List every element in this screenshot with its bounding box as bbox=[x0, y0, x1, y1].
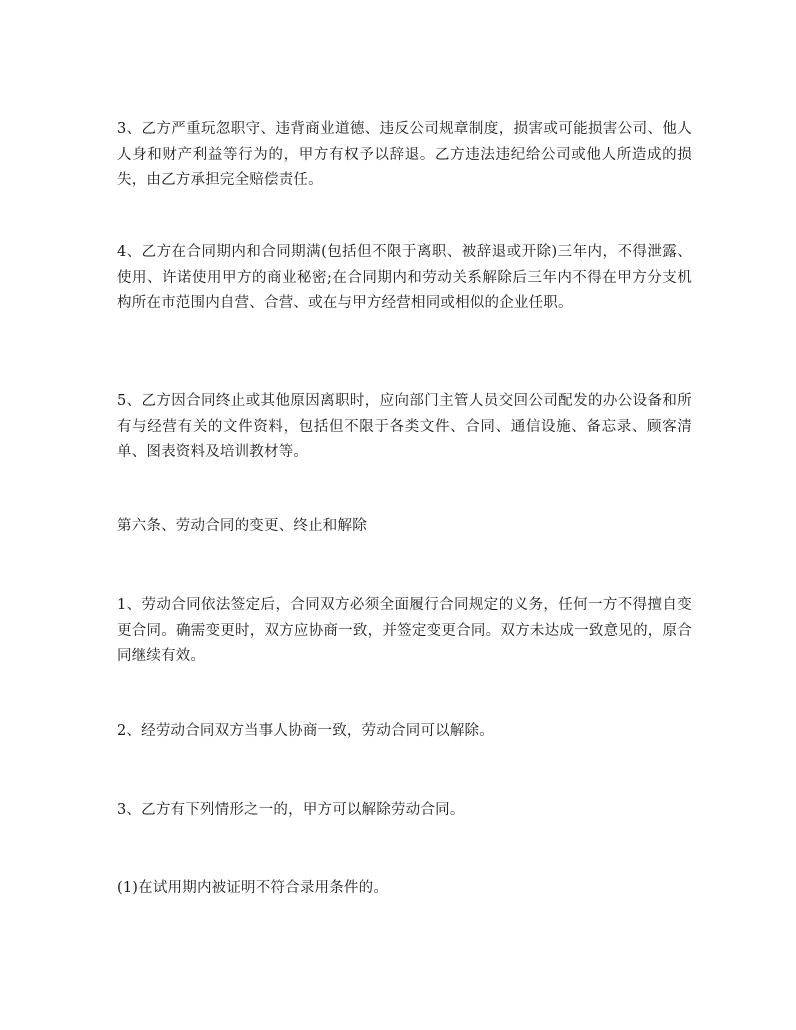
clause-paragraph: 5、乙方因合同终止或其他原因离职时，应向部门主管人员交回公司配发的办公设备和所有与经营有关的文件资料，包括但不限于各类文件、合同、通信设施、备忘录、顾客清单、图表资料及培训教材等。 bbox=[117, 393, 692, 460]
clause-paragraph: 1、劳动合同依法签定后，合同双方必须全面履行合同规定的义务，任何一方不得擅自变更合同。确需变更时，双方应协商一致，并签定变更合同。双方未达成一致意见的，原合同继续有效。 bbox=[117, 597, 692, 664]
clause-item: (1)在试用期内被证明不符合录用条件的。 bbox=[117, 880, 389, 896]
section-heading: 第六条、劳动合同的变更、终止和解除 bbox=[117, 518, 367, 534]
clause-paragraph: 3、乙方严重玩忽职守、违背商业道德、违反公司规章制度，损害或可能损害公司、他人人身和财产利益等行为的，甲方有权予以辞退。乙方违法违纪给公司或他人所造成的损失，由乙方承担完全赔偿责任。 bbox=[117, 121, 692, 188]
clause-paragraph: 4、乙方在合同期内和合同期满(包括但不限于离职、被辞退或开除)三年内，不得泄露、使用、许诺使用甲方的商业秘密;在合同期内和劳动关系解除后三年内不得在甲方分支机构所在市范围内自营、合营、或在与甲方经营相同或相似的企业任职。 bbox=[117, 244, 692, 311]
clause-paragraph: 3、乙方有下列情形之一的，甲方可以解除劳动合同。 bbox=[117, 802, 465, 818]
clause-paragraph: 2、经劳动合同双方当事人协商一致，劳动合同可以解除。 bbox=[117, 723, 494, 739]
